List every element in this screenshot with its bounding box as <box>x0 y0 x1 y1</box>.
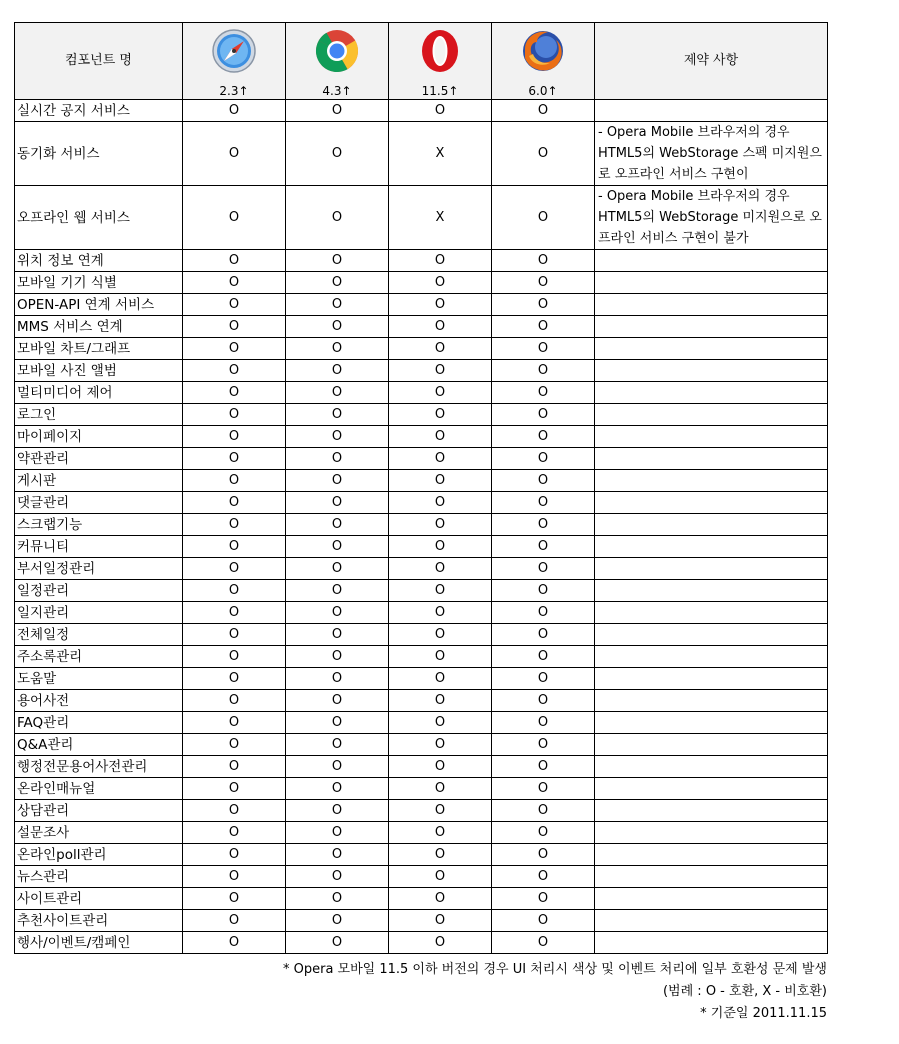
compat-mark: O <box>389 668 492 690</box>
compat-mark: O <box>492 382 595 404</box>
table-row <box>15 100 828 122</box>
compat-mark: O <box>389 756 492 778</box>
component-name: MMS 서비스 연계 <box>15 316 183 338</box>
constraint-note <box>595 404 828 426</box>
table-row <box>15 492 828 514</box>
compat-mark: O <box>286 186 389 250</box>
compat-mark: O <box>389 800 492 822</box>
compat-mark: O <box>492 866 595 888</box>
compat-mark: O <box>183 186 286 250</box>
compat-mark: O <box>183 360 286 382</box>
compat-mark: O <box>389 470 492 492</box>
compat-mark: O <box>183 404 286 426</box>
table-row <box>15 580 828 602</box>
footnote-opera: * Opera 모바일 11.5 이하 버전의 경우 UI 처리시 색상 및 이벤트 처리에 일부 호환성 문제 발생 <box>282 962 827 977</box>
compat-mark: O <box>389 888 492 910</box>
compat-mark: O <box>183 514 286 536</box>
opera-version: 11.5↑ <box>389 79 492 100</box>
table-row <box>15 668 828 690</box>
compat-mark: O <box>389 426 492 448</box>
compat-mark: O <box>286 602 389 624</box>
compat-mark: O <box>286 100 389 122</box>
compat-mark: O <box>492 100 595 122</box>
component-name: 뉴스관리 <box>15 866 183 888</box>
table-row <box>15 360 828 382</box>
opera-header <box>389 23 492 80</box>
constraint-note <box>595 294 828 316</box>
constraint-note <box>595 492 828 514</box>
compat-mark: O <box>286 690 389 712</box>
compat-mark: O <box>183 910 286 932</box>
compat-mark: O <box>492 448 595 470</box>
table-row <box>15 888 828 910</box>
constraint-note <box>595 734 828 756</box>
compat-mark: O <box>183 272 286 294</box>
constraint-note <box>595 316 828 338</box>
compat-mark: O <box>183 888 286 910</box>
constraint-note <box>595 250 828 272</box>
table-row <box>15 426 828 448</box>
compat-mark: O <box>389 866 492 888</box>
compat-mark: O <box>183 492 286 514</box>
compat-mark: O <box>183 338 286 360</box>
safari-version: 2.3↑ <box>183 79 286 100</box>
compat-mark: O <box>183 668 286 690</box>
safari-header <box>183 23 286 80</box>
compat-mark: O <box>183 580 286 602</box>
table-row <box>15 602 828 624</box>
component-name: 모바일 기기 식별 <box>15 272 183 294</box>
compat-mark: O <box>492 932 595 954</box>
compat-mark: O <box>389 360 492 382</box>
compat-mark: O <box>286 316 389 338</box>
compat-mark: O <box>389 734 492 756</box>
compat-mark: O <box>286 910 389 932</box>
compat-mark: O <box>389 536 492 558</box>
component-name: 댓글관리 <box>15 492 183 514</box>
compat-mark: O <box>389 712 492 734</box>
compat-mark: O <box>492 360 595 382</box>
table-row <box>15 624 828 646</box>
compat-mark: O <box>389 844 492 866</box>
compat-mark: O <box>286 866 389 888</box>
compat-mark: O <box>286 800 389 822</box>
compat-mark: O <box>183 122 286 186</box>
table-row <box>15 186 828 250</box>
compat-mark: O <box>286 844 389 866</box>
constraint-note <box>595 800 828 822</box>
opera-icon <box>417 28 463 74</box>
table-row <box>15 712 828 734</box>
compat-mark: O <box>286 426 389 448</box>
component-name: 온라인poll관리 <box>15 844 183 866</box>
compat-mark: O <box>183 932 286 954</box>
constraint-note <box>595 866 828 888</box>
table-row <box>15 338 828 360</box>
compat-mark: O <box>492 734 595 756</box>
compat-mark: O <box>492 536 595 558</box>
component-name: 행사/이벤트/캠페인 <box>15 932 183 954</box>
compat-mark: O <box>183 690 286 712</box>
table-row <box>15 272 828 294</box>
compat-mark: O <box>286 558 389 580</box>
constraint-note: - Opera Mobile 브라우저의 경우 HTML5의 WebStorage 미지원으로 오프라인 서비스 구현이 불가 <box>595 186 828 250</box>
compat-mark: O <box>183 558 286 580</box>
table-row <box>15 122 828 186</box>
firefox-version: 6.0↑ <box>492 79 595 100</box>
footnote-date: * 기준일 2011.11.15 <box>700 1006 827 1021</box>
compat-mark: O <box>183 448 286 470</box>
constraint-note <box>595 580 828 602</box>
compat-mark: O <box>183 778 286 800</box>
compat-mark: O <box>286 470 389 492</box>
compat-mark: O <box>389 404 492 426</box>
compat-mark: O <box>492 186 595 250</box>
compat-mark: O <box>492 646 595 668</box>
compat-mark: O <box>492 492 595 514</box>
compat-mark: O <box>389 492 492 514</box>
compat-mark: O <box>286 734 389 756</box>
compat-mark: O <box>492 338 595 360</box>
compat-mark: O <box>492 800 595 822</box>
component-name: 전체일정 <box>15 624 183 646</box>
table-row <box>15 778 828 800</box>
compat-mark: O <box>389 646 492 668</box>
constraint-note <box>595 100 828 122</box>
compat-mark: O <box>183 646 286 668</box>
compat-mark: O <box>492 778 595 800</box>
constraint-note <box>595 822 828 844</box>
component-name: 커뮤니티 <box>15 536 183 558</box>
component-name: 설문조사 <box>15 822 183 844</box>
component-name: 멀티미디어 제어 <box>15 382 183 404</box>
compat-mark: O <box>389 932 492 954</box>
component-name: 추천사이트관리 <box>15 910 183 932</box>
compat-mark: O <box>286 360 389 382</box>
table-row <box>15 448 828 470</box>
compat-mark: O <box>286 624 389 646</box>
compat-mark: O <box>389 580 492 602</box>
compat-mark: O <box>389 382 492 404</box>
compat-mark: O <box>286 712 389 734</box>
compat-mark: O <box>492 624 595 646</box>
compat-mark: O <box>183 316 286 338</box>
constraint-note <box>595 558 828 580</box>
compat-mark: O <box>286 888 389 910</box>
constraint-note <box>595 646 828 668</box>
component-name: 부서일정관리 <box>15 558 183 580</box>
constraint-note <box>595 624 828 646</box>
compat-mark: O <box>183 382 286 404</box>
compat-mark: O <box>389 100 492 122</box>
constraint-note <box>595 536 828 558</box>
table-row <box>15 932 828 954</box>
component-name: 모바일 사진 앨범 <box>15 360 183 382</box>
component-name: 약관관리 <box>15 448 183 470</box>
footnote-legend: (범례 : O - 호환, X - 비호환) <box>662 984 827 999</box>
firefox-header <box>492 23 595 80</box>
compat-mark: O <box>183 470 286 492</box>
component-name: 일지관리 <box>15 602 183 624</box>
compat-mark: O <box>389 316 492 338</box>
component-name: 상담관리 <box>15 800 183 822</box>
constraint-note <box>595 756 828 778</box>
compat-mark: O <box>286 756 389 778</box>
constraint-note <box>595 778 828 800</box>
compat-mark: O <box>492 272 595 294</box>
constraint-note: - Opera Mobile 브라우저의 경우 HTML5의 WebStorage 스펙 미지원으로 오프라인 서비스 구현이 <box>595 122 828 186</box>
compat-mark: O <box>286 580 389 602</box>
compat-mark: O <box>389 778 492 800</box>
component-name: OPEN-API 연계 서비스 <box>15 294 183 316</box>
compat-mark: O <box>183 800 286 822</box>
compat-mark: O <box>389 272 492 294</box>
compat-mark: O <box>492 122 595 186</box>
compat-mark: O <box>286 646 389 668</box>
table-row <box>15 734 828 756</box>
table-row <box>15 294 828 316</box>
component-name: 행정전문용어사전관리 <box>15 756 183 778</box>
compat-mark: O <box>183 734 286 756</box>
compat-mark: O <box>389 624 492 646</box>
compat-mark: X <box>389 186 492 250</box>
component-name: 게시판 <box>15 470 183 492</box>
compat-mark: O <box>492 888 595 910</box>
constraint-note <box>595 338 828 360</box>
component-name: 온라인매뉴얼 <box>15 778 183 800</box>
component-name-header: 컴포넌트 명 <box>15 23 183 100</box>
compat-mark: O <box>389 448 492 470</box>
constraint-note <box>595 426 828 448</box>
component-name: 사이트관리 <box>15 888 183 910</box>
table-row <box>15 866 828 888</box>
compat-mark: O <box>389 338 492 360</box>
compat-mark: O <box>286 404 389 426</box>
component-name: 주소록관리 <box>15 646 183 668</box>
table-row <box>15 470 828 492</box>
compat-mark: O <box>492 558 595 580</box>
table-body <box>15 100 828 954</box>
compat-mark: O <box>286 272 389 294</box>
component-name: 스크랩기능 <box>15 514 183 536</box>
component-name: 용어사전 <box>15 690 183 712</box>
compat-mark: O <box>389 514 492 536</box>
component-name: Q&A관리 <box>15 734 183 756</box>
component-name: 로그인 <box>15 404 183 426</box>
compat-mark: O <box>183 756 286 778</box>
compat-mark: O <box>389 294 492 316</box>
firefox-icon <box>520 28 566 74</box>
compat-mark: O <box>389 558 492 580</box>
component-name: 동기화 서비스 <box>15 122 183 186</box>
compat-mark: O <box>492 844 595 866</box>
component-name: 마이페이지 <box>15 426 183 448</box>
constraint-note <box>595 932 828 954</box>
table-row <box>15 844 828 866</box>
compat-mark: O <box>183 866 286 888</box>
compat-mark: O <box>492 514 595 536</box>
compat-mark: O <box>389 910 492 932</box>
compat-mark: O <box>492 756 595 778</box>
table-row <box>15 404 828 426</box>
table-row <box>15 558 828 580</box>
compat-mark: O <box>286 448 389 470</box>
compat-mark: O <box>286 932 389 954</box>
compat-mark: O <box>286 778 389 800</box>
compat-mark: O <box>183 712 286 734</box>
constraint-note <box>595 844 828 866</box>
component-name: 실시간 공지 서비스 <box>15 100 183 122</box>
compat-mark: O <box>492 668 595 690</box>
constraint-note <box>595 910 828 932</box>
compat-mark: O <box>389 602 492 624</box>
compatibility-table <box>14 22 828 954</box>
compat-mark: O <box>183 536 286 558</box>
table-row <box>15 646 828 668</box>
constraint-note <box>595 668 828 690</box>
constraint-note <box>595 448 828 470</box>
compat-mark: O <box>492 294 595 316</box>
compat-mark: O <box>492 822 595 844</box>
chrome-icon <box>314 28 360 74</box>
compat-mark: O <box>286 382 389 404</box>
compat-mark: O <box>492 580 595 602</box>
compat-mark: O <box>183 250 286 272</box>
component-name: 일정관리 <box>15 580 183 602</box>
compat-mark: O <box>389 822 492 844</box>
compat-mark: O <box>492 712 595 734</box>
component-name: 도움말 <box>15 668 183 690</box>
constraint-header: 제약 사항 <box>595 23 828 100</box>
constraint-note <box>595 712 828 734</box>
constraint-note <box>595 514 828 536</box>
compat-mark: X <box>389 122 492 186</box>
table-row <box>15 822 828 844</box>
compat-mark: O <box>492 910 595 932</box>
compat-mark: O <box>389 250 492 272</box>
constraint-note <box>595 360 828 382</box>
compat-mark: O <box>286 668 389 690</box>
table-row <box>15 382 828 404</box>
component-name: 오프라인 웹 서비스 <box>15 186 183 250</box>
compat-mark: O <box>492 602 595 624</box>
compat-mark: O <box>286 338 389 360</box>
chrome-version: 4.3↑ <box>286 79 389 100</box>
compat-mark: O <box>286 536 389 558</box>
constraint-note <box>595 272 828 294</box>
compat-mark: O <box>389 690 492 712</box>
compat-mark: O <box>492 250 595 272</box>
chrome-header <box>286 23 389 80</box>
compat-mark: O <box>183 624 286 646</box>
table-row <box>15 756 828 778</box>
compat-mark: O <box>492 316 595 338</box>
compat-mark: O <box>286 514 389 536</box>
table-row <box>15 514 828 536</box>
compat-mark: O <box>183 294 286 316</box>
constraint-note <box>595 602 828 624</box>
table-row <box>15 316 828 338</box>
compat-mark: O <box>183 602 286 624</box>
component-name: 모바일 차트/그래프 <box>15 338 183 360</box>
compat-mark: O <box>183 844 286 866</box>
compat-mark: O <box>183 426 286 448</box>
compat-mark: O <box>492 470 595 492</box>
table-row <box>15 250 828 272</box>
table-row <box>15 910 828 932</box>
compat-mark: O <box>492 426 595 448</box>
table-row <box>15 690 828 712</box>
constraint-note <box>595 382 828 404</box>
table-row <box>15 800 828 822</box>
safari-icon <box>211 28 257 74</box>
constraint-note <box>595 470 828 492</box>
compat-mark: O <box>183 822 286 844</box>
compat-mark: O <box>183 100 286 122</box>
compat-mark: O <box>492 404 595 426</box>
compat-mark: O <box>286 492 389 514</box>
compat-mark: O <box>492 690 595 712</box>
compat-mark: O <box>286 822 389 844</box>
table-row <box>15 536 828 558</box>
component-name: FAQ관리 <box>15 712 183 734</box>
compat-mark: O <box>286 294 389 316</box>
compat-mark: O <box>286 122 389 186</box>
component-name: 위치 정보 연계 <box>15 250 183 272</box>
constraint-note <box>595 888 828 910</box>
constraint-note <box>595 690 828 712</box>
compat-mark: O <box>286 250 389 272</box>
